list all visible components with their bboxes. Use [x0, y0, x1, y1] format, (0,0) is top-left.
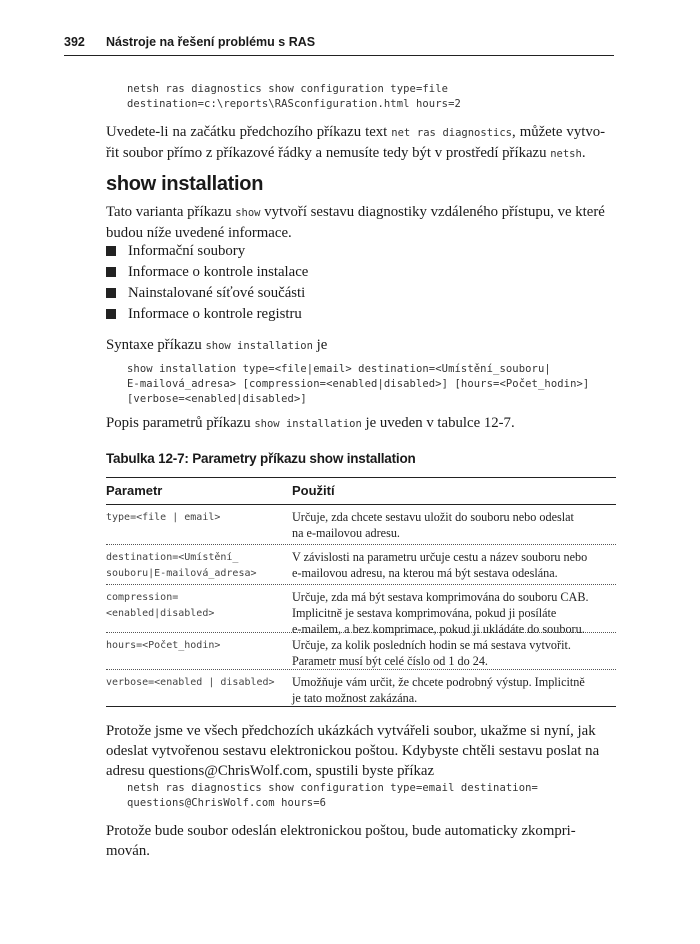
- table-row: [106, 545, 616, 585]
- list-item: Nainstalované síťové součásti: [106, 283, 308, 304]
- usage-cell: V závislosti na parametru určuje cestu a název souboru nebo e-mailovou adresu, na kterou má být sestava odeslána.: [292, 550, 588, 580]
- table-header: [106, 477, 616, 505]
- section-title: show installation: [106, 173, 264, 195]
- column-header-parameter: Parametr: [106, 483, 163, 498]
- square-bullet-icon: [106, 267, 116, 277]
- inline-code: net ras diagnostics: [391, 127, 512, 139]
- inline-code: show installation: [254, 418, 362, 430]
- paragraph-2: Tato varianta příkazu show vytvoří sestavu diagnostiky vzdáleného přístupu, ve které budou níže uvedené informace.: [106, 204, 605, 241]
- bullet-list: [106, 241, 308, 325]
- param-cell: hours=<Počet_hodin>: [106, 640, 221, 651]
- chapter-title: Nástroje na řešení problému s RAS: [106, 35, 316, 49]
- code-line: destination=c:\reports\RASconfiguration.html hours=2: [127, 98, 461, 110]
- table-row: [106, 670, 616, 707]
- code-line: show installation type=<file|email> destination=<Umístění_souboru|: [127, 363, 551, 375]
- column-header-usage: Použití: [292, 483, 335, 498]
- code-line: [verbose=<enabled|disabled>]: [127, 393, 307, 405]
- usage-cell: Určuje, zda má být sestava komprimována do souboru CAB. Implicitně je sestava komprimována, pokud ji posíláte e-mailem, a bez komprimace, pokud ji ukládáte do souboru.: [292, 590, 589, 636]
- inline-code: show installation: [205, 340, 313, 352]
- usage-cell: Určuje, zda chcete sestavu uložit do souboru nebo odeslat na e-mailovou adresu.: [292, 510, 574, 540]
- param-cell: type=<file | email>: [106, 512, 221, 523]
- table-row: [106, 633, 616, 670]
- inline-code: show: [235, 207, 261, 219]
- code-line: E-mailová_adresa> [compression=<enabled|disabled>] [hours=<Počet_hodin>]: [127, 378, 590, 390]
- code-line: netsh ras diagnostics show configuration type=email destination=: [127, 782, 538, 794]
- code-line: netsh ras diagnostics show configuration type=file: [127, 83, 449, 95]
- usage-cell: Určuje, za kolik posledních hodin se má sestava vytvořit. Parametr musí být celé číslo od 1 do 24.: [292, 638, 571, 668]
- square-bullet-icon: [106, 288, 116, 298]
- code-block-3: [127, 781, 538, 811]
- list-item: Informace o kontrole registru: [106, 304, 308, 325]
- code-block-1: [127, 82, 461, 112]
- usage-cell: Umožňuje vám určit, že chcete podrobný výstup. Implicitně je tato možnost zakázána.: [292, 675, 585, 705]
- param-cell: compression= <enabled|disabled>: [106, 592, 215, 619]
- code-line: questions@ChrisWolf.com hours=6: [127, 797, 327, 809]
- running-header: [64, 35, 614, 56]
- param-cell: verbose=<enabled | disabled>: [106, 677, 275, 688]
- paragraph-1: Uvedete-li na začátku předchozího příkazu text net ras diagnostics, můžete vytvo- řit soubor přímo z příkazové řádky a nemusíte tedy být v prostředí příkazu netsh.: [106, 124, 606, 161]
- paragraph-4: Protože bude soubor odeslán elektronickou poštou, bude automaticky zkompri- mován.: [106, 823, 576, 859]
- table-caption: Tabulka 12-7: Parametry příkazu show installation: [106, 451, 416, 466]
- param-cell: destination=<Umístění_ souboru|E-mailová_adresa>: [106, 552, 257, 579]
- table-row: [106, 505, 616, 545]
- square-bullet-icon: [106, 246, 116, 256]
- paragraph-3: Protože jsme ve všech předchozích ukázkách vytvářeli soubor, ukažme si nyní, jak odeslat vytvořenou sestavu elektronickou poštou. Kdybyste chtěli sestavu poslat na adresu questions@ChrisWolf.com, spustili byste příkaz: [106, 723, 600, 779]
- inline-code: netsh: [550, 148, 582, 160]
- list-item: Informace o kontrole instalace: [106, 262, 308, 283]
- code-block-2: [127, 362, 589, 407]
- parameters-table: [106, 477, 616, 707]
- param-intro: Popis parametrů příkazu show installation je uveden v tabulce 12-7.: [106, 415, 515, 431]
- table-row: [106, 585, 616, 636]
- syntax-intro: Syntaxe příkazu show installation je: [106, 337, 328, 353]
- square-bullet-icon: [106, 309, 116, 319]
- page-number: 392: [64, 35, 85, 49]
- list-item: Informační soubory: [106, 241, 308, 262]
